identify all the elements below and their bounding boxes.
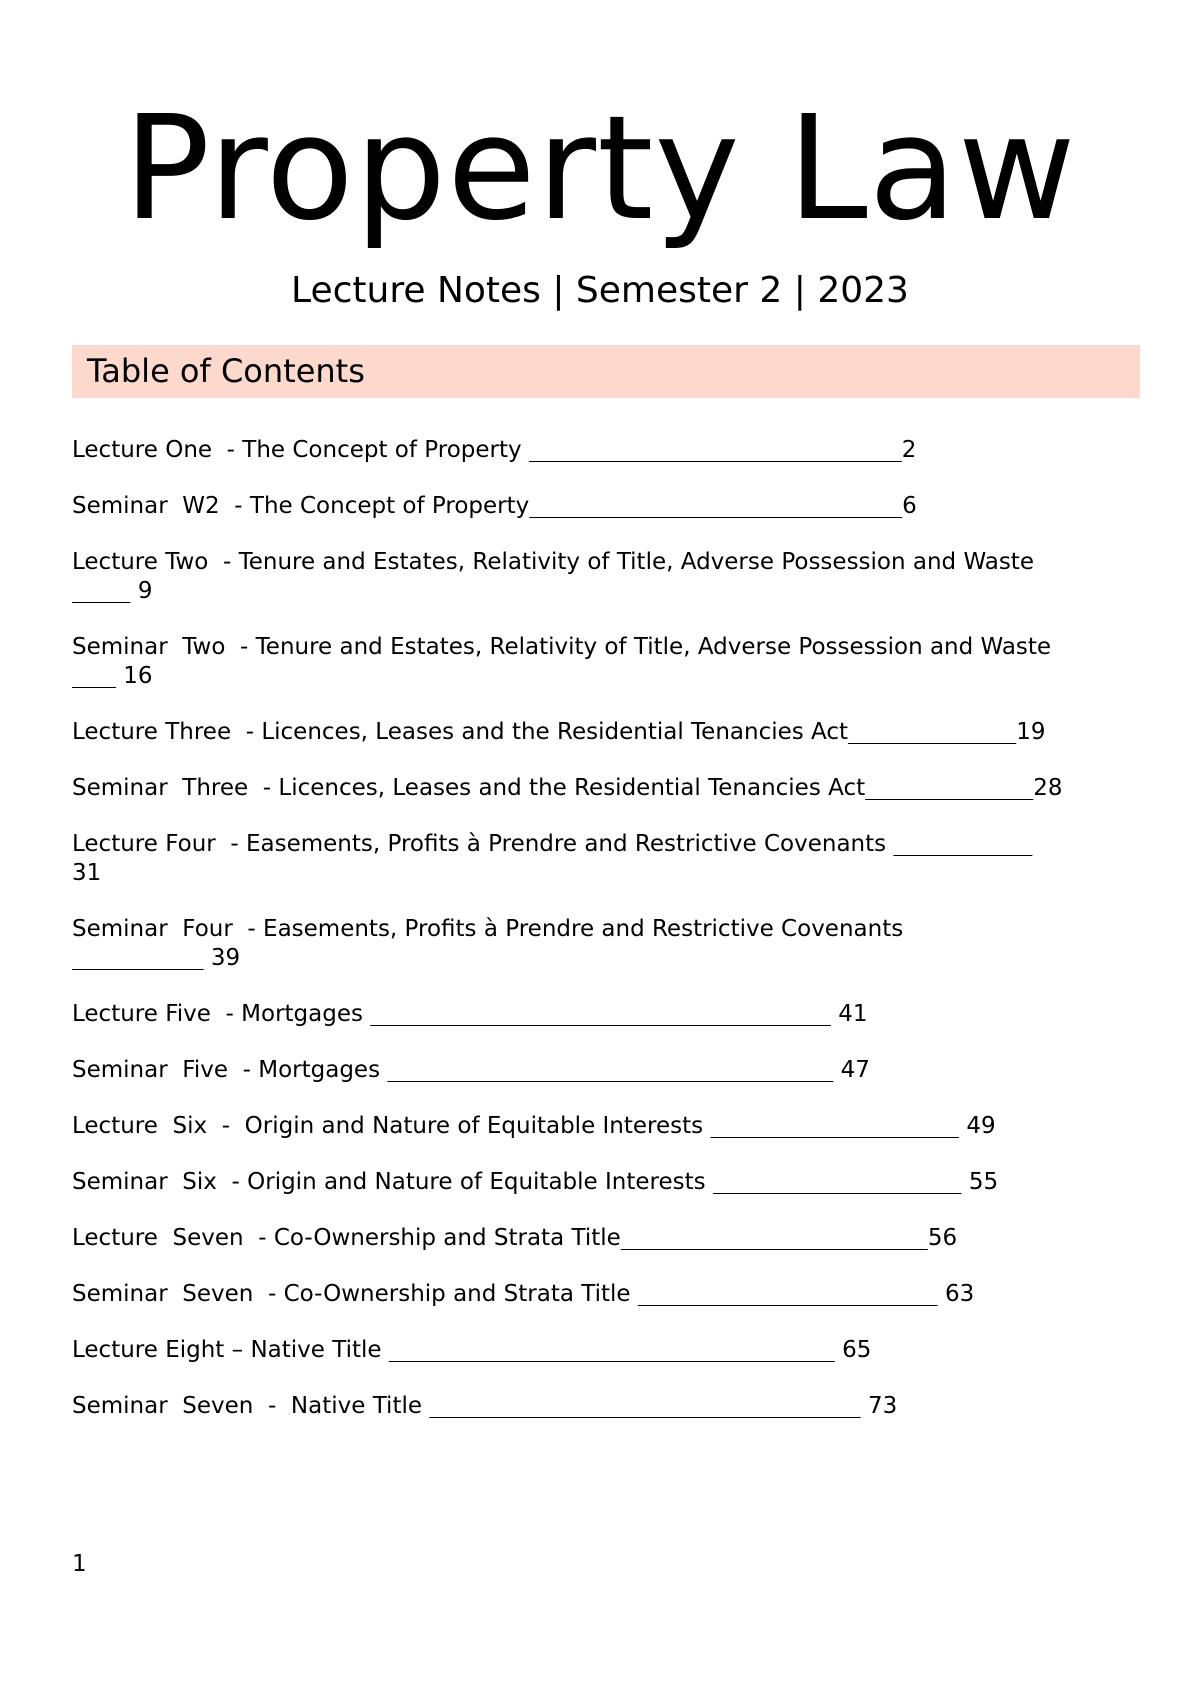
toc-entry-leader xyxy=(865,775,1033,801)
toc-entry-leader xyxy=(710,1113,959,1139)
toc-entry-title: Seminar Three - Licences, Leases and the Residential Tenancies Act xyxy=(72,775,866,801)
toc-entry-leader xyxy=(529,437,902,463)
toc-entry-page: 9 xyxy=(137,578,153,604)
toc-entry-page: 49 xyxy=(966,1113,996,1139)
toc-entry-page: 41 xyxy=(838,1001,868,1027)
toc-entry-leader xyxy=(713,1169,962,1195)
toc-entry-lecture-seven[interactable] xyxy=(72,1224,1140,1253)
toc-entry-leader xyxy=(387,1057,833,1083)
toc-entry-seminar-three[interactable] xyxy=(72,774,1140,803)
toc-entry-title: Lecture One - The Concept of Property xyxy=(72,437,522,463)
toc-entry-seminar-five[interactable] xyxy=(72,1056,1140,1085)
toc-entry-title: Seminar Six - Origin and Nature of Equitable Interests xyxy=(72,1169,706,1195)
toc-entry-title: Lecture Four - Easements, Profits à Prendre and Restrictive Covenants xyxy=(72,831,887,857)
toc-entry-leader xyxy=(621,1225,928,1251)
toc-entry-page: 55 xyxy=(968,1169,999,1195)
toc-entry-title: Lecture Three - Licences, Leases and the Residential Tenancies Act xyxy=(72,719,849,745)
toc-entry-seminar-seven[interactable] xyxy=(72,1280,1140,1309)
toc-entry-title: Lecture Two - Tenure and Estates, Relativity of Title, Adverse Possession and Waste xyxy=(72,549,1034,575)
toc-entry-leader xyxy=(72,663,116,689)
toc-entry-page: 73 xyxy=(867,1393,898,1419)
toc-entry-title: Lecture Five - Mortgages xyxy=(72,1001,363,1027)
toc-entry-lecture-five[interactable] xyxy=(72,1000,1140,1029)
document-subtitle: Lecture Notes | Semester 2 | 2023 xyxy=(291,270,909,311)
toc-heading-label: Table of Contents xyxy=(87,352,365,390)
toc-entry-page: 63 xyxy=(944,1281,975,1307)
document-title: Property Law xyxy=(123,84,1077,252)
toc-entry-page: 31 xyxy=(72,860,102,886)
toc-entry-page: 28 xyxy=(1033,775,1063,801)
toc-entry-title: Seminar Seven - Co-Ownership and Strata Title xyxy=(72,1281,631,1307)
toc-entry-leader xyxy=(848,719,1016,745)
toc-entry-title: Seminar Four - Easements, Profits à Prendre and Restrictive Covenants xyxy=(72,916,904,942)
toc-entry-lecture-eight[interactable] xyxy=(72,1336,1140,1365)
toc-entry-lecture-six[interactable] xyxy=(72,1112,1140,1141)
toc-heading xyxy=(72,345,1140,398)
toc-entry-leader xyxy=(72,945,204,971)
toc-entry-page: 47 xyxy=(840,1057,870,1083)
toc-entry-page: 6 xyxy=(902,493,917,519)
toc-entry-lecture-three[interactable] xyxy=(72,718,1140,747)
toc-entry-lecture-two[interactable] xyxy=(72,548,1140,606)
toc-entry-page: 39 xyxy=(210,945,241,971)
toc-entry-title: Lecture Six - Origin and Nature of Equitable Interests xyxy=(72,1113,704,1139)
toc-entry-leader xyxy=(72,578,131,604)
toc-entry-leader xyxy=(529,493,902,519)
toc-entry-lecture-one[interactable] xyxy=(72,436,1140,465)
toc-entry-title: Lecture Seven - Co-Ownership and Strata Title xyxy=(72,1225,621,1251)
toc-entry-seminar-six[interactable] xyxy=(72,1168,1140,1197)
toc-entry-title: Seminar W2 - The Concept of Property xyxy=(72,493,530,519)
toc-entry-lecture-four[interactable] xyxy=(72,830,1140,888)
toc-entry-title: Seminar Five - Mortgages xyxy=(72,1057,381,1083)
toc-entry-leader xyxy=(370,1001,831,1027)
toc-entry-seminar-native-title[interactable] xyxy=(72,1392,1140,1421)
toc-entry-page: 19 xyxy=(1016,719,1046,745)
toc-entry-title: Lecture Eight – Native Title xyxy=(72,1337,382,1363)
toc-entry-leader xyxy=(638,1281,938,1307)
toc-entry-page: 65 xyxy=(842,1337,872,1363)
toc-entry-title: Seminar Seven - Native Title xyxy=(72,1393,422,1419)
toc-entry-leader xyxy=(389,1337,835,1363)
toc-entry-leader xyxy=(893,831,1032,857)
table-of-contents xyxy=(72,436,1140,1448)
toc-entry-leader xyxy=(429,1393,860,1419)
toc-entry-page: 16 xyxy=(123,663,153,689)
page-number: 1 xyxy=(72,1551,87,1577)
toc-entry-seminar-two[interactable] xyxy=(72,633,1140,691)
toc-entry-page: 2 xyxy=(901,437,917,463)
toc-entry-seminar-w2[interactable] xyxy=(72,492,1140,521)
toc-entry-seminar-four[interactable] xyxy=(72,915,1140,973)
toc-entry-page: 56 xyxy=(927,1225,958,1251)
toc-entry-title: Seminar Two - Tenure and Estates, Relativity of Title, Adverse Possession and Waste xyxy=(72,634,1052,660)
